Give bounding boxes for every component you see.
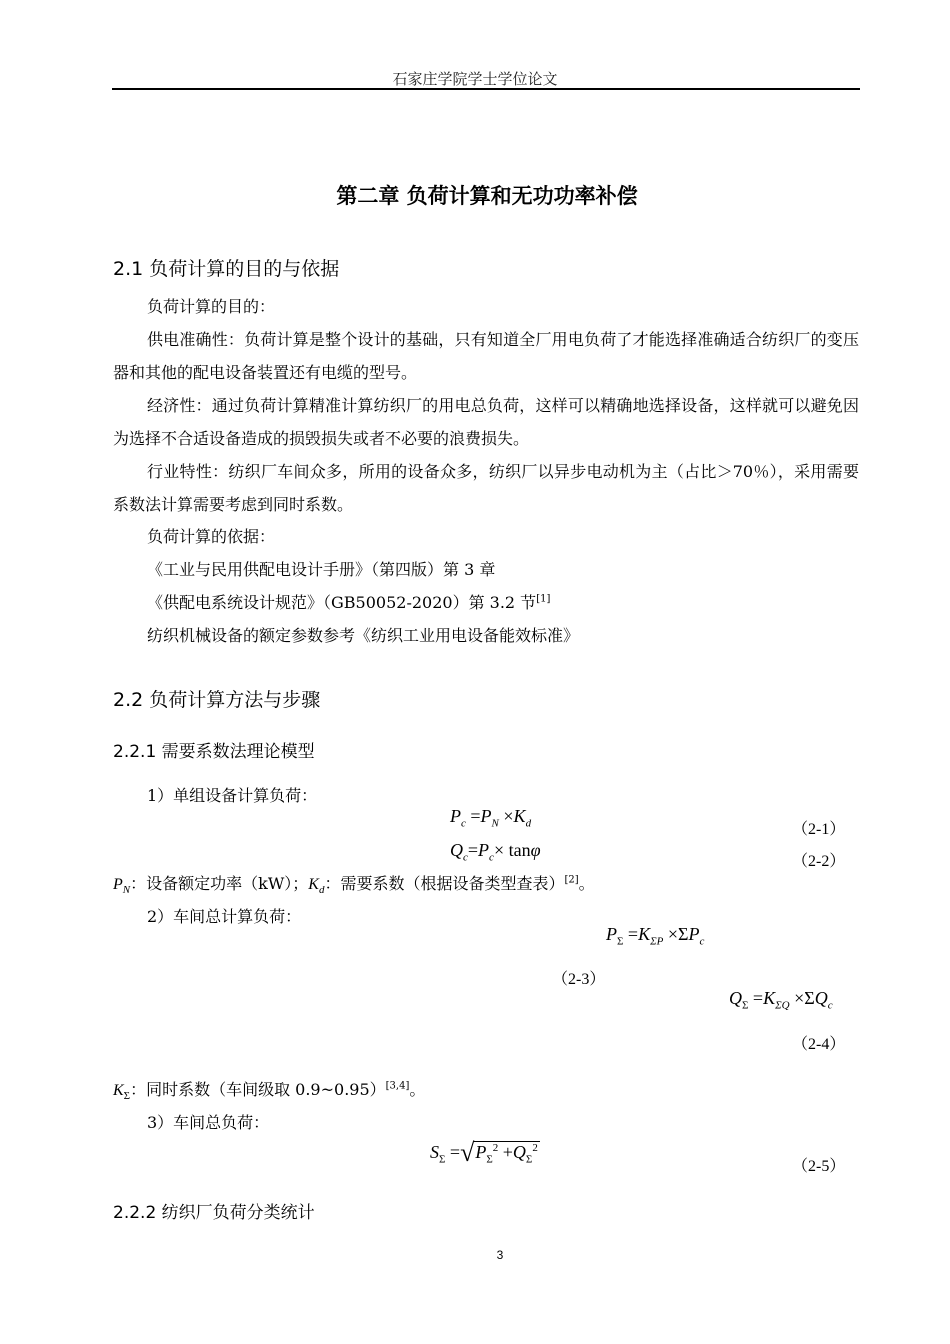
equation-number-2-2: （2-2） [792,853,846,870]
equation-number-2-1: （2-1） [792,821,846,838]
paragraph-industry: 行业特性：纺织厂车间众多，所用的设备众多，纺织厂以异步电动机为主（占比＞70％），采用需要系数法计算需要考虑到同时系数。 [113,462,859,514]
equation-number-2-5: （2-5） [792,1158,846,1175]
citation-ref: [1] [536,593,551,605]
step-2-label: 2）车间总计算负荷： [147,907,302,926]
definition-kd: ：需要系数（根据设备类型查表） [324,874,565,893]
subsection-heading-2-2-1: 2.2.1 需要系数法理论模型 [113,742,315,762]
paragraph-economy: 经济性：通过负荷计算精准计算纺织厂的用电总负荷，这样可以精确地选择设备，这样就可以避免因为选择不合适设备造成的损毁损失或者不必要的浪费损失。 [113,396,859,448]
definition-line-1: $P_N$：设备额定功率（kW）；$K_d$：需要系数（根据设备类型查表）[2]。 [113,874,595,897]
page-number: 3 [496,1248,504,1262]
step-3-label: 3）车间总负荷： [147,1113,270,1132]
equation-2-4: $Q_\Sigma =K_{\Sigma Q} \times\Sigma Q_c$ [729,988,833,1012]
running-header: 石家庄学院学士学位论文 [392,70,558,88]
paragraph-accuracy: 供电准确性：负荷计算是整个设计的基础，只有知道全厂用电负荷了才能选择准确适合纺织厂的变压器和其他的配电设备装置还有电缆的型号。 [113,330,859,382]
chapter-title: 第二章 负荷计算和无功功率补偿 [336,184,638,208]
basis-label: 负荷计算的依据： [147,527,276,546]
definition-ksigma: ：同时系数（车间级取 0.9~0.95） [130,1080,386,1099]
purpose-label: 负荷计算的目的： [147,297,276,316]
basis-item-2 [147,586,550,619]
definition-end: 。 [578,874,595,893]
section-heading-2-1: 2.1 负荷计算的目的与依据 [113,258,340,280]
step-1-label: 1）单组设备计算负荷： [147,786,318,805]
section-heading-2-2: 2.2 负荷计算方法与步骤 [113,689,321,711]
equation-2-3: $P_\Sigma =K_{\Sigma P} \times\Sigma P_c$ [606,924,705,948]
equation-2-1: $P_c =P_N \times K_d$ [450,806,532,830]
definition-line-2: $K_\Sigma$：同时系数（车间级取 0.9~0.95）[3,4]。 [113,1080,426,1103]
citation-ref: [3,4] [385,1080,410,1092]
equation-2-5: $S_\Sigma =√P_\Sigma^2 +Q_\Sigma^2$ [430,1138,538,1167]
header-rule [112,88,860,90]
equation-number-2-4: （2-4） [792,1036,846,1053]
equation-number-2-3: （2-3） [552,971,606,988]
basis-item-2-text: 《供配电系统设计规范》（GB50052-2020）第 3.2 节 [147,593,537,612]
basis-item-1: 《工业与民用供配电设计手册》（第四版）第 3 章 [147,560,496,579]
definition-end: 。 [409,1080,426,1099]
equation-2-2: $Q_c=P_c\times \tan\varphi$ [450,840,541,864]
basis-item-3: 纺织机械设备的额定参数参考《纺织工业用电设备能效标准》 [147,626,580,645]
citation-ref: [2] [564,874,579,886]
definition-pn: ：设备额定功率（kW）； [130,874,309,893]
subsection-heading-2-2-2: 2.2.2 纺织厂负荷分类统计 [113,1203,315,1223]
